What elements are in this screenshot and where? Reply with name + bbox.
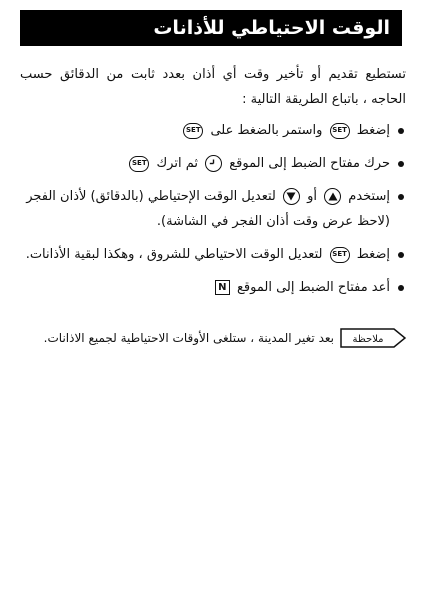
- step-3: [20, 184, 406, 234]
- step-3-text-c: لتعديل الوقت الإحتياطي (بالدقائق) لأذان الفجر (لاحظ عرض وقت أذان الفجر في الشاشة).: [26, 189, 390, 229]
- down-arrow-button-icon: [283, 188, 300, 205]
- step-2: [20, 151, 406, 176]
- step-4-text-a: إضغط: [356, 247, 390, 262]
- up-arrow-button-icon: [324, 188, 341, 205]
- step-2-text-b: ثم اترك: [156, 156, 198, 171]
- set-button-icon: SET: [330, 123, 350, 139]
- note-badge: [340, 328, 406, 348]
- step-1-text-a: إضغط: [356, 123, 390, 138]
- intro-paragraph: تستطيع تقديم أو تأخير وقت أي أذان بعدد ثابت من الدقائق حسب الحاجه ، باتباع الطريقة التالية :: [20, 67, 406, 107]
- step-2-text-a: حرك مفتاح الضبط إلى الموقع: [229, 156, 390, 171]
- page-title: [20, 10, 402, 46]
- page-title-text: الوقت الاحتياطي للأذانات: [153, 17, 390, 39]
- step-4-text-b: لتعديل الوقت الاحتياطي للشروق ، وهكذا لبقية الأذانات.: [25, 247, 323, 262]
- instructions-section: [20, 62, 406, 308]
- step-3-text-b: أو: [307, 189, 318, 204]
- note-section: [20, 328, 406, 348]
- step-5-text-a: أعد مفتاح الضبط إلى الموقع: [237, 280, 390, 295]
- note-label: ملاحظة: [352, 334, 384, 345]
- step-5: [20, 275, 406, 300]
- n-position-icon: N: [215, 280, 230, 295]
- step-1-text-b: واستمر بالضغط على: [210, 123, 323, 138]
- note-badge-shape: [340, 328, 406, 348]
- step-4: [20, 242, 406, 267]
- step-3-text-a: إستخدم: [348, 189, 390, 204]
- set-button-icon: SET: [129, 156, 149, 172]
- set-button-icon: SET: [330, 247, 350, 263]
- note-text: بعد تغير المدينة ، ستلغى الأوقات الاحتياطية لجميع الاذانات.: [43, 331, 334, 345]
- clock-icon: [205, 155, 222, 172]
- step-1: [20, 118, 406, 143]
- steps-list: [20, 118, 406, 300]
- set-button-icon: SET: [183, 123, 203, 139]
